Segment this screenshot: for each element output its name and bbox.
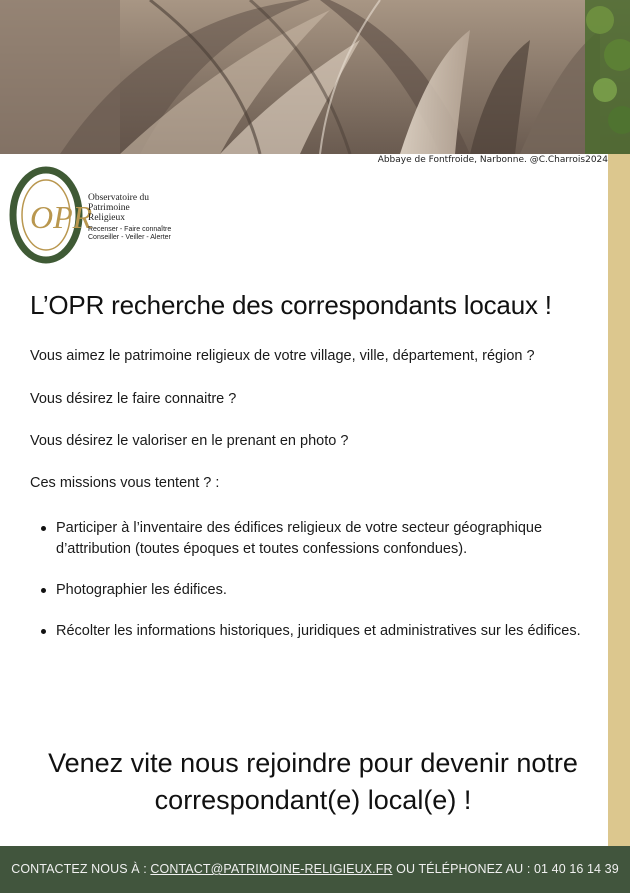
logo-tagline1: Recenser - Faire connaître <box>88 226 172 233</box>
list-item: Récolter les informations historiques, juridiques et administratives sur les édifices. <box>30 621 590 642</box>
logo-name-line2: Patrimoine <box>88 203 130 213</box>
header-photo <box>0 0 630 154</box>
question-4: Ces missions vous tentent ? : <box>30 475 220 491</box>
contact-footer <box>0 846 630 893</box>
question-3: Vous désirez le valoriser en le prenant en photo ? <box>30 433 349 449</box>
contact-email-link[interactable]: CONTACT@PATRIMOINE-RELIGIEUX.FR <box>150 862 393 876</box>
cta-line-2: correspondant(e) local(e) ! <box>154 785 472 815</box>
call-to-action <box>0 745 626 819</box>
question-2: Vous désirez le faire connaitre ? <box>30 391 237 407</box>
logo-tagline2: Conseiller - Veiller - Alerter <box>88 234 171 241</box>
logo-text <box>88 193 171 242</box>
photo-credit: Abbaye de Fontfroide, Narbonne. @C.Charrois2024 <box>377 155 608 165</box>
page-title: L’OPR recherche des correspondants locaux ! <box>30 290 552 320</box>
logo-name-line1: Observatoire du <box>88 193 149 203</box>
list-item: Photographier les édifices. <box>30 580 590 601</box>
cta-line-1: Venez vite nous rejoindre pour devenir notre <box>48 748 578 778</box>
footer-prefix: CONTACTEZ NOUS À : <box>11 862 151 876</box>
decorative-side-bar <box>608 154 630 846</box>
missions-list <box>30 518 590 662</box>
question-1: Vous aimez le patrimoine religieux de votre village, ville, département, région ? <box>30 348 535 364</box>
list-item: Participer à l’inventaire des édifices religieux de votre secteur géographique d’attribution (toutes époques et toutes confessions confondues). <box>30 518 590 560</box>
cloister-vault-image <box>0 0 630 154</box>
footer-phone: OU TÉLÉPHONEZ AU : 01 40 16 14 39 <box>392 862 619 876</box>
logo-name-line3: Religieux <box>88 213 125 223</box>
logo-monogram: OPR <box>30 199 93 235</box>
